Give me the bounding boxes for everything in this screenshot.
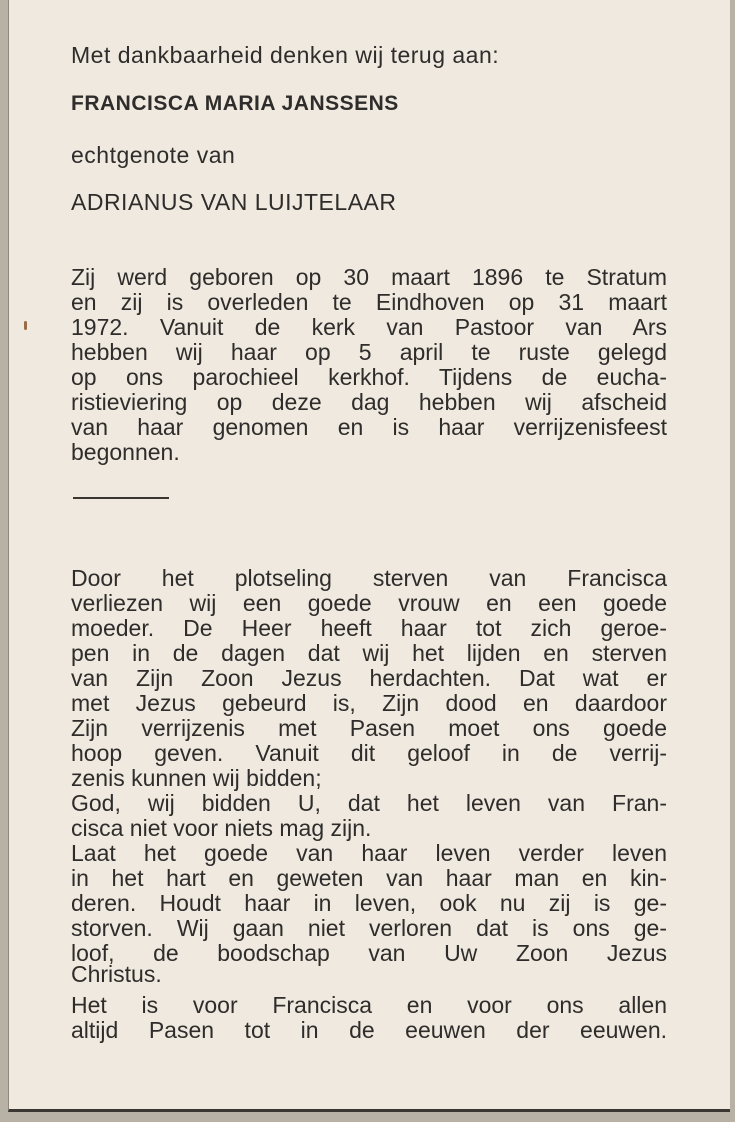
reflection-line: verliezen wij een goede vrouw en een goede (71, 590, 667, 616)
biography-line: hebben wij haar op 5 april te ruste gelegd (71, 339, 667, 365)
reflection-line: zenis kunnen wij bidden; (71, 765, 322, 791)
section-divider (73, 497, 169, 499)
reflection-line: met Jezus gebeurd is, Zijn dood en daardoor (71, 690, 667, 716)
reflection-line: loof, de boodschap van Uw Zoon Jezus (71, 940, 667, 966)
spouse-name: ADRIANUS VAN LUIJTELAAR (71, 189, 397, 215)
biography-line: van haar genomen en is haar verrijzenisfeest (71, 414, 667, 440)
memorial-card (8, 0, 730, 1112)
reflection-line: Zijn verrijzenis met Pasen moet ons goede (71, 715, 667, 741)
reflection-line: Het is voor Francisca en voor ons allen (71, 992, 667, 1018)
reflection-line: Laat het goede van haar leven verder leven (71, 840, 667, 866)
biography-line: begonnen. (71, 439, 180, 465)
reflection-line: God, wij bidden U, dat het leven van Fran- (71, 790, 667, 816)
reflection-line: storven. Wij gaan niet verloren dat is ons ge- (71, 915, 667, 941)
biography-line: en zij is overleden te Eindhoven op 31 maart (71, 289, 667, 315)
stain-mark (24, 321, 27, 330)
reflection-line: hoop geven. Vanuit dit geloof in de verrij- (71, 740, 667, 766)
biography-line: ristieviering op deze dag hebben wij afscheid (71, 389, 667, 415)
reflection-line: altijd Pasen tot in de eeuwen der eeuwen. (71, 1017, 667, 1043)
reflection-line: in het hart en geweten van haar man en kin- (71, 865, 667, 891)
deceased-name: FRANCISCA MARIA JANSSENS (71, 92, 399, 115)
reflection-line: cisca niet voor niets mag zijn. (71, 815, 372, 841)
reflection-line: Door het plotseling sterven van Francisca (71, 565, 667, 591)
biography-line: 1972. Vanuit de kerk van Pastoor van Ars (71, 314, 667, 340)
reflection-line: deren. Houdt haar in leven, ook nu zij is ge- (71, 890, 667, 916)
reflection-line: van Zijn Zoon Jezus herdachten. Dat wat er (71, 665, 667, 691)
reflection-line: Christus. (71, 961, 162, 987)
biography-line: op ons parochieel kerkhof. Tijdens de eucha- (71, 364, 667, 390)
reflection-line: moeder. De Heer heeft haar tot zich geroe- (71, 615, 667, 641)
intro-line: Met dankbaarheid denken wij terug aan: (71, 42, 500, 68)
reflection-line: pen in de dagen dat wij het lijden en sterven (71, 640, 667, 666)
relation-line: echtgenote van (71, 142, 236, 168)
biography-line: Zij werd geboren op 30 maart 1896 te Stratum (71, 264, 667, 290)
